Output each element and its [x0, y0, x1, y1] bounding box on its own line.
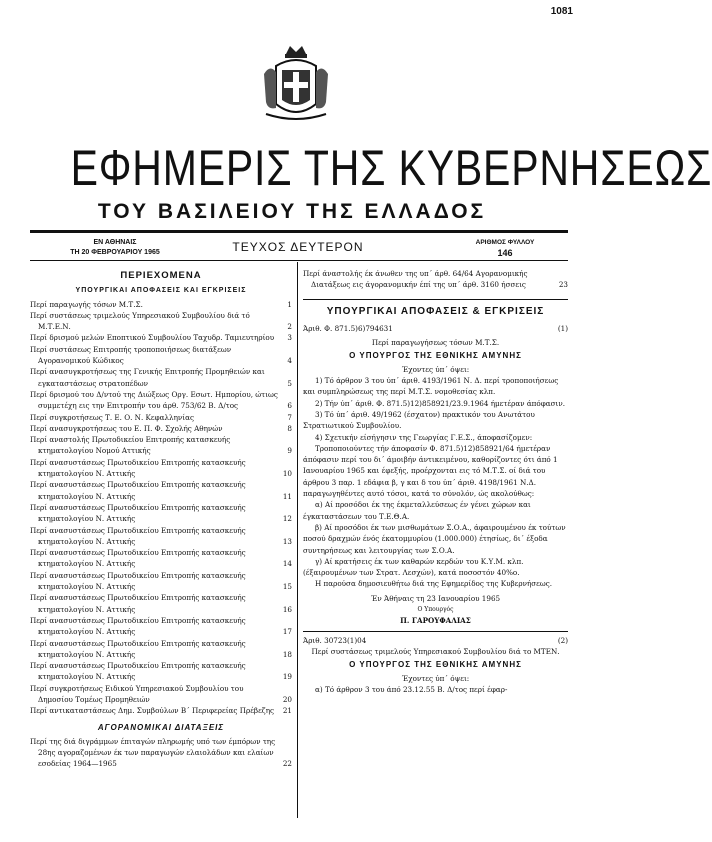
decision-subject: Περί συστάσεως τριμελούς Υπηρεσιακού Συμβουλίου διά το ΜΤΕΝ. [311, 646, 560, 656]
contents-entry-page: 16 [282, 604, 292, 614]
contents-entry-text: Περί ανασυστάσεως Πρωτοδικείου Επιτροπής κατασκευής κτηματολογίου Ν. Αττικής [30, 615, 246, 637]
contents-entry-page: 5 [287, 378, 292, 388]
contents-entry-page: 22 [282, 759, 292, 769]
contents-entry-page: 15 [282, 582, 292, 592]
contents-entry-page: 10 [282, 469, 292, 479]
contents-entry [30, 457, 292, 480]
decision-paragraph: γ) Αί κρατήσεις έκ των καθαρών κερδών του Κ.Υ.Μ. κλπ. (έξαιρουμένων των Στρατ. Λεσχών), κατά ποσοστόν 40%ο. [303, 556, 524, 578]
decision-preamble: Έχοντες ύπ΄ όψει: [401, 364, 470, 374]
contents-entry-page: 4 [287, 356, 292, 366]
info-rule [30, 260, 568, 261]
contents-entry-text: Περί συγκροτήσεως Τ. Ε. Ο. Ν. Κεφαλληνίας [30, 412, 194, 422]
contents-column [30, 268, 292, 770]
decision-preamble: Έχοντες ύπ΄ όψει: [401, 673, 470, 683]
column-divider [297, 262, 298, 818]
contents-entry-text: Περί ανασυστάσεως Πρωτοδικείου Επιτροπής κατασκευής κτηματολογίου Ν. Αττικής [30, 457, 246, 479]
contents-entry-text: Περί ανασυγκροτήσεως της Γενικής Επιτροπής Προμηθειών και εγκαταστάσεως στρατοπέδων [30, 367, 265, 388]
masthead-title: ΕΦΗΜΕΡΙΣ ΤΗΣ ΚΥΒΕΡΝΗΣΕΩΣ [70, 140, 712, 196]
sheet-label: ΑΡΙΘΜΟΣ ΦΥΛΛΟΥ [475, 239, 535, 246]
contents-entry-page: 7 [287, 412, 292, 422]
contents-entry-text: Περί αντικαταστάσεως Δημ. Συμβούλων Β΄ Περιφερείας Πρέβεζης [30, 706, 275, 716]
contents-section-decisions: ΥΠΟΥΡΓΙΚΑΙ ΑΠΟΦΑΣΕΙΣ ΚΑΙ ΕΓΚΡΙΣΕΙΣ [75, 287, 247, 295]
contents-entry-text: Περί παραγωγής τόσων Μ.Τ.Σ. [30, 299, 143, 309]
contents-entry-text: Περί ανασυστάσεως Πρωτοδικείου Επιτροπής κατασκευής κτηματολογίου Ν. Αττικής [30, 661, 246, 682]
contents-entry-text: Περί ανασυστάσεως Πρωτοδικείου Επιτροπής κατασκευής κτηματολογίου Ν. Αττικής [30, 502, 246, 524]
contents-entry [30, 344, 292, 367]
contents-entry-page: 3 [287, 333, 292, 343]
decision-paragraph: Η παρούσα δημοσιευθήτω διά της Εφημερίδος της Κυβερνήσεως. [315, 579, 553, 589]
contents-section-market: ΑΓΟΡΑΝΟΜΙΚΑΙ ΔΙΑΤΑΞΕΙΣ [97, 722, 225, 732]
contents-entry-page: 13 [282, 536, 292, 546]
decision-paragraph: 1) Τό άρθρον 3 του ύπ΄ άριθ. 4193/1961 Ν. Δ. περί τροποποιήσεως και συμπληρώσεως της περί Μ.Τ.Σ. νομοθεσίας κλπ. [303, 376, 559, 397]
contents-list [30, 299, 292, 717]
decision-ref-row [303, 323, 568, 334]
masthead-subtitle: ΤΟΥ ΒΑΣΙΛΕΙΟΥ ΤΗΣ ΕΛΛΑΔΟΣ [97, 200, 487, 223]
decision-ref: Άριθ. 30723(1)04 [303, 635, 367, 645]
decision-paragraph: α) Αί προσόδοι έκ της έκμεταλλεύσεως έν γένει χώρων και έγκαταστάσεων του Τ.Ε.Θ.Α. [303, 500, 531, 521]
decisions-heading: ΥΠΟΥΡΓΙΚΑΙ ΑΠΟΦΑΣΕΙΣ & ΕΓΚΡΙΣΕΙΣ [303, 299, 568, 317]
contents-entry [30, 423, 292, 434]
royal-coat-of-arms-icon [260, 44, 332, 124]
contents-entry-page: 23 [558, 280, 568, 290]
contents-entry-page: 12 [282, 514, 292, 524]
contents-entry-page: 14 [282, 559, 292, 569]
contents-entry-page: 6 [287, 401, 292, 411]
contents-entry-page: 8 [287, 423, 292, 433]
contents-entry-text: Περί άναστολής έκ άνωθεν της υπ΄ άρθ. 64/64 Αγορανομικής Διατάξεως εις άγορανομικήν έπί της υπ΄ άρθ. 3160 ήσσεις [303, 269, 528, 290]
contents-entry [30, 638, 292, 661]
contents-entry-page: 19 [282, 672, 292, 682]
contents-entry-page: 1 [287, 299, 292, 309]
contents-entry-text: Περί ανασυστάσεως Πρωτοδικείου Επιτροπής κατασκευής κτηματολογίου Ν. Αττικής [30, 570, 246, 592]
decisions-column [303, 268, 568, 695]
decision-separator [303, 631, 568, 632]
contents-entry [30, 615, 292, 638]
contents-entry-text: Περί ανασυγκροτήσεως του Ε. Π. Φ. Σχολής Αθηνών [30, 423, 223, 433]
sheet-number: 146 [497, 248, 513, 258]
decision-number: (1) [557, 323, 568, 333]
contents-entry-text: Περί ανασυστάσεως Πρωτοδικείου Επιτροπής κατασκευής κτηματολογίου Ν. Αττικής [30, 548, 246, 569]
contents-entry [30, 479, 292, 502]
decision-body [303, 375, 568, 590]
decision-number: (2) [557, 635, 568, 645]
contents-entry-page: 21 [282, 706, 292, 716]
decision-paragraph: 2) Τήν ύπ΄ άριθ. Φ. 871.5)12)858921/23.9.1964 ήμετέραν άπόφασιν. [315, 398, 566, 408]
contents-entry [30, 299, 292, 310]
contents-entry [303, 268, 568, 291]
contents-entry [30, 332, 292, 343]
contents-entry [30, 592, 292, 615]
contents-entry-text: Περί συγκροτήσεως Ειδικού Υπηρεσιακού Συμβουλίου του Δημοσίου Τομέως Προμηθειών [30, 683, 244, 704]
decision-subject: Περί παραγωγήσεως τόσων Μ.Τ.Σ. [371, 338, 500, 348]
contents-entry-text: Περί ανασυστάσεως Πρωτοδικείου Επιτροπής κατασκευής κτηματολογίου Ν. Αττικής [30, 480, 246, 501]
contents-entry-text: Περί συστάσεως Επιτροπής τροποποιήσεως διατάξεων Αγορανομικού Κώδικος [30, 344, 232, 366]
decision-ref-row [303, 635, 568, 646]
contents-list-market [30, 736, 292, 770]
contents-entry-text: Περί δρισμού μελών Εποπτικού Συμβουλίου Ταχυδρ. Ταμιευτηρίου [30, 333, 275, 343]
decision-paragraph: α) Τό άρθρον 3 του άπό 23.12.55 Β. Δ/τος περί έφαρ- [315, 684, 508, 694]
contents-entry-text: Περί ανασυστάσεως Πρωτοδικείου Επιτροπής κατασκευής κτηματολογίου Ν. Αττικής [30, 638, 246, 659]
contents-entry-page: 9 [287, 446, 292, 456]
contents-entry [30, 525, 292, 548]
contents-entry [30, 660, 292, 683]
decision-paragraph: Τροποποιούντες τήν άποφασίν Φ. 871.5)12)858921/64 ήμετέραν άπόφασιν περί του δι΄ άμοιβήν άντικειμένου, καθορίζοντες ότι άπό 1 Ιανουαρίου 1965 και έφεξής, προέρχονται εις τό Μ.Τ.Σ. οί διά του άρθρου 3 παρ. 1 εδάφια β, γ και δ του ύπ΄ άριθ. 4198/1961 Ν.Δ. παραγωγηθέντες αυτό τόσοι, κατά το σύνολόν, ώς ακολούθως: [303, 443, 558, 499]
contents-entry-page: 20 [282, 694, 292, 704]
contents-entry [30, 412, 292, 423]
contents-entry [30, 683, 292, 706]
contents-entry-page: 18 [282, 649, 292, 659]
issue-date: ΤΗ 20 ΦΕΒΡΟΥΑΡΙΟΥ 1965 [70, 249, 160, 256]
contents-entry [30, 366, 292, 389]
issue-series: ΤΕΥΧΟΣ ΔΕΥΤΕΡΟΝ [232, 240, 364, 254]
contents-entry [30, 310, 292, 333]
contents-entry [30, 570, 292, 593]
decision-sign-title: Ο Υπουργός [417, 606, 454, 614]
contents-title: ΠΕΡΙΕΧΟΜΕΝΑ [120, 270, 202, 281]
issue-place: ΕΝ ΑΘΗΝΑΙΣ [93, 239, 137, 246]
contents-entry-text: Περί αναστολής Πρωτοδικείου Επιτροπής κατασκευής κτηματολογίου Νομού Αττικής [30, 435, 231, 456]
sheet-number-box [460, 238, 550, 258]
issue-place-date [60, 238, 170, 258]
decision-paragraph: 4) Σχετικήν είσήγησιν της Γεωργίας Γ.Ε.Σ., άποφασίζομεν: [315, 432, 533, 442]
contents-entry [30, 547, 292, 570]
contents-entry-text: Περί συστάσεως τριμελούς Υπηρεσιακού Συμβουλίου διά τό Μ.Τ.Ε.Ν. [30, 310, 250, 332]
contents-entry-text: Περί ανασυστάσεως Πρωτοδικείου Επιτροπής κατασκευής κτηματολογίου Ν. Αττικής [30, 593, 246, 614]
contents-entry [30, 389, 292, 412]
top-rule [30, 230, 568, 233]
page-number: 1081 [550, 6, 573, 17]
decision-ref: Άριθ. Φ. 871.5)6)794631 [303, 323, 393, 333]
contents-entry [30, 736, 292, 770]
decision-authority: Ο ΥΠΟΥΡΓΟΣ ΤΗΣ ΕΘΝΙΚΗΣ ΑΜΥΝΗΣ [349, 660, 522, 670]
contents-entry [30, 705, 292, 716]
contents-entry-text: Περί δρισμού του Δ/ντού της Διώξεως Οργ. Εσωτ. Ημπορίου, ώτιως συμμετέχη εις την Επιτροπήν του άρθ. 753/62 Β. Δ/τος [30, 389, 278, 411]
decision-paragraph: β) Αί προσόδοι έκ των μισθωμάτων Σ.Ο.Α., άφαιρουμένου έκ τούτων ποσού δραχμών ένός έκατομμυρίου (1.000.000) έτησίως, δι΄ έξοδα συντηρήσεως και λειτουργίας των Σ.Ο.Α. [303, 522, 566, 555]
decision-paragraph: 3) Τό ύπ΄ άριθ. 49/1962 (έσχατον) πρακτικόν του Ανωτάτου Στρατιωτικού Συμβουλίου. [303, 409, 535, 431]
contents-entry-text: Περί ανασυστάσεως Πρωτοδικείου Επιτροπής κατασκευής κτηματολογίου Ν. Αττικής [30, 525, 246, 546]
contents-entry-text: Περί της διά διγράμμων έπιταγών πληρωμής υπό των έμπόρων της 28ης αγοραζομένων έκ των παραγωγών ελαιολάδων και ελαίων εσοδείας 1964—1965 [30, 736, 276, 769]
contents-entry-page: 11 [282, 491, 292, 501]
contents-entry-page: 17 [282, 627, 292, 637]
decision-signer: Π. ΓΑΡΟΥΦΑΛΙΑΣ [400, 616, 471, 626]
contents-entry [30, 502, 292, 525]
decision-authority: Ο ΥΠΟΥΡΓΟΣ ΤΗΣ ΕΘΝΙΚΗΣ ΑΜΥΝΗΣ [349, 351, 522, 361]
contents-entry-page: 2 [287, 322, 292, 332]
contents-entry [30, 434, 292, 457]
decision-place-date: Έν Άθήναις τη 23 Ιανουαρίου 1965 [370, 593, 501, 603]
